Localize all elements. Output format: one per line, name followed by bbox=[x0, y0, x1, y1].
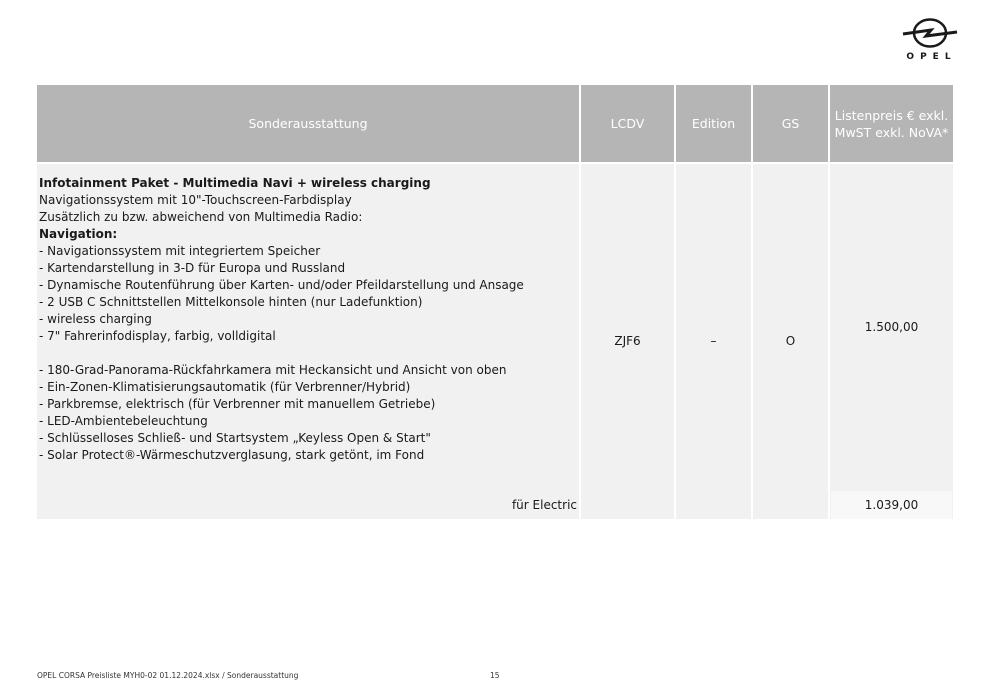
header-gs bbox=[753, 85, 828, 162]
gs-value: O bbox=[785, 334, 796, 348]
header-gs-label: GS bbox=[781, 116, 800, 131]
body-price-cell bbox=[830, 164, 953, 519]
header-option bbox=[37, 85, 579, 162]
electric-label: für Electric bbox=[511, 498, 577, 512]
description-line: - Dynamische Routenführung über Karten- und/oder Pfeildarstellung und Ansage bbox=[39, 278, 524, 292]
page-number: 15 bbox=[490, 671, 500, 680]
header-edition-label: Edition bbox=[691, 116, 736, 131]
header-lcdv bbox=[581, 85, 674, 162]
header-price-label bbox=[835, 107, 949, 141]
description-line: - wireless charging bbox=[39, 312, 152, 326]
description-line: - 7" Fahrerinfodisplay, farbig, volldigital bbox=[39, 329, 276, 343]
electric-price-value: 1.039,00 bbox=[864, 498, 919, 512]
description-line: - Solar Protect®-Wärmeschutzverglasung, stark getönt, im Fond bbox=[39, 448, 425, 462]
brand-wordmark: OPEL bbox=[906, 52, 957, 62]
description-subheading: Navigation: bbox=[39, 227, 118, 241]
header-price-line1: Listenpreis € exkl. bbox=[834, 107, 949, 123]
option-title: Infotainment Paket - Multimedia Navi + wireless charging bbox=[39, 176, 431, 190]
description-line: - LED-Ambientebeleuchtung bbox=[39, 414, 208, 428]
header-price-line2: MwST exkl. NoVA* bbox=[834, 124, 949, 140]
header-edition bbox=[676, 85, 751, 162]
header-option-label: Sonderausstattung bbox=[248, 116, 368, 131]
opel-logo bbox=[900, 14, 960, 66]
edition-value: – bbox=[710, 334, 717, 348]
description-line: - 2 USB C Schnittstellen Mittelkonsole hinten (nur Ladefunktion) bbox=[39, 295, 423, 309]
description-line: - Schlüsselloses Schließ- und Startsystem „Keyless Open & Start" bbox=[39, 431, 431, 445]
header-lcdv-label: LCDV bbox=[610, 116, 645, 131]
description-line: Navigationssystem mit 10"-Touchscreen-Farbdisplay bbox=[39, 193, 352, 207]
option-description bbox=[39, 175, 524, 464]
description-line: - Parkbremse, elektrisch (für Verbrenner mit manuellem Getriebe) bbox=[39, 397, 436, 411]
header-price bbox=[830, 85, 953, 162]
description-spacer bbox=[39, 345, 524, 362]
description-line: - Navigationssystem mit integriertem Speicher bbox=[39, 244, 321, 258]
description-line: - Ein-Zonen-Klimatisierungsautomatik (für Verbrenner/Hybrid) bbox=[39, 380, 411, 394]
opel-blitz-logo-icon bbox=[900, 14, 960, 52]
description-line: - Kartendarstellung in 3-D für Europa und Russland bbox=[39, 261, 346, 275]
description-line: - 180-Grad-Panorama-Rückfahrkamera mit Heckansicht und Ansicht von oben bbox=[39, 363, 507, 377]
footer-source: OPEL CORSA Preisliste MYH0-02 01.12.2024.xlsx / Sonderausstattung bbox=[37, 671, 299, 680]
description-line: Zusätzlich zu bzw. abweichend von Multimedia Radio: bbox=[39, 210, 363, 224]
lcdv-code: ZJF6 bbox=[614, 334, 641, 348]
price-value: 1.500,00 bbox=[864, 320, 919, 334]
